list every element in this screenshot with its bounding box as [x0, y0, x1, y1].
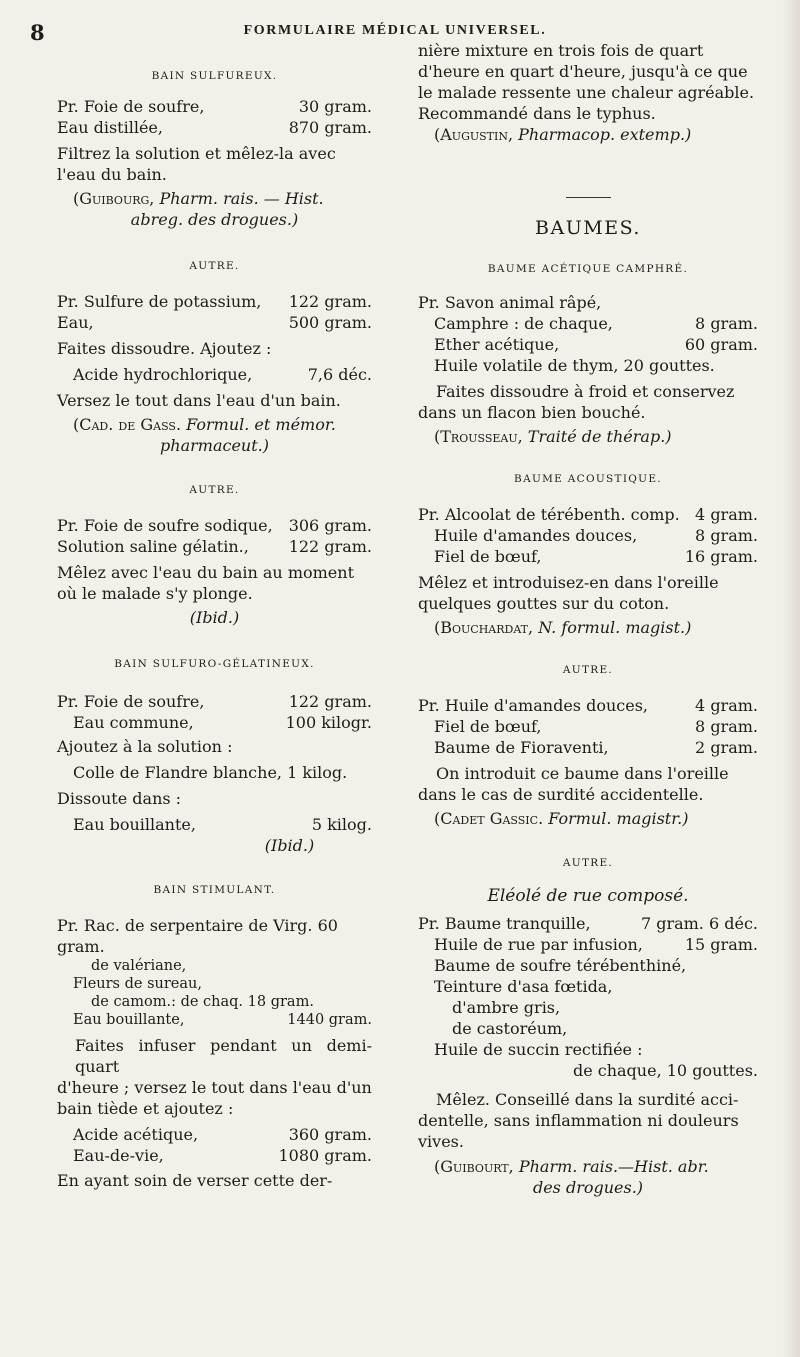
instructions: Filtrez la solution et mêlez-la avec l'eau du bain. — [57, 144, 336, 184]
ingredient-line: Pr. Savon animal râpé, — [418, 293, 602, 312]
section-heading: AUTRE. — [562, 857, 614, 869]
ingredient-line: d'ambre gris, — [452, 998, 561, 1017]
section-heading: BAIN SULFUREUX. — [151, 70, 278, 82]
section-autre-2: AUTRE. Pr. Foie de soufre sodique, 306 gram. Solution saline gélatin., 122 gram. Mêlez avec l'eau du bain au moment où le malade s'y plonge. (Ibid.) — [57, 480, 372, 628]
reference: (Ibid.) — [264, 836, 315, 855]
reference: (Guibourg, Pharm. rais. — Hist. — [73, 189, 324, 208]
ingredient-line: Baume de Fioraventi, 2 gram. — [434, 738, 758, 757]
ingredient-line: Eau, 500 gram. — [57, 313, 372, 332]
reference: (Guibourt, Pharm. rais.—Hist. abr. — [434, 1157, 709, 1176]
section-heading: BAIN SULFURO-GÉLATINEUX. — [114, 658, 315, 670]
ingredient-line: Pr. Sulfure de potassium, 122 gram. — [57, 292, 372, 311]
ingredient-line: Baume de soufre térébenthiné, — [434, 956, 687, 975]
ingredient-line: Pr. Alcoolat de térébenth. comp. 4 gram. — [418, 505, 758, 524]
ingredient-line: Solution saline gélatin., 122 gram. — [57, 537, 372, 556]
ingredient-line: Camphre : de chaque, 8 gram. — [434, 314, 758, 333]
page-number: 8 — [30, 20, 45, 45]
ingredient-line: Huile d'amandes douces, 8 gram. — [434, 526, 758, 545]
ingredient-line: Acide hydrochlorique, 7,6 déc. — [73, 365, 372, 384]
ingredient-line: Eau-de-vie, 1080 gram. — [73, 1146, 372, 1165]
ingredient-line: Pr. Foie de soufre, 122 gram. — [57, 692, 372, 711]
continued-text: nière mixture en trois fois de quart d'heure en quart d'heure, jusqu'à ce que le malade ressente une chaleur agréable. Recommandé dans le typhus. (Augustin, Pharmacop. extemp.) — [418, 40, 758, 145]
section-bain-stimulant: BAIN STIMULANT. Pr. Rac. de serpentaire de Virg. 60 gram. de valériane, Fleurs de sureau, de camom.: de chaq. 18 gram. Eau bouillante, 1440 gram. Faites infuser pendant un demi-quart d'heure ; versez le tout dans l'eau d'un bain tiède et ajoutez : Acide acétique, 360 gram. Eau-de-vie, 1080 gram. En ayant soin de verser cette der- — [57, 880, 372, 1191]
ingredient-line: Eau distillée, 870 gram. — [57, 118, 372, 137]
section-heading: BAUME ACÉTIQUE CAMPHRÉ. — [487, 263, 689, 275]
section-heading: AUTRE. — [189, 260, 240, 272]
chapter-heading: BAUMES. — [535, 217, 641, 239]
ingredient-line: Eau bouillante, 1440 gram. — [73, 1012, 372, 1028]
section-autre-3: AUTRE. Pr. Huile d'amandes douces, 4 gram. Fiel de bœuf, 8 gram. Baume de Fioraventi, 2 gram. On introduit ce baume dans l'oreille dans le cas de surdité accidentelle. (Cadet Gassic. Formul. magistr.) — [418, 660, 758, 829]
right-column — [418, 40, 758, 1198]
ingredient-line: Ether acétique, 60 gram. — [434, 335, 758, 354]
ingredient-line: Eau commune, 100 kilogr. — [73, 713, 372, 732]
ingredient-line: Pr. Foie de soufre, 30 gram. — [57, 97, 372, 116]
ingredient-line: de castoréum, — [452, 1019, 568, 1038]
page-edge-shadow — [782, 0, 800, 1357]
ingredient-line: Huile volatile de thym, 20 gouttes. — [434, 356, 715, 375]
section-heading: AUTRE. — [189, 484, 240, 496]
recipe-subtitle: Eléolé de rue composé. — [487, 886, 689, 906]
ingredient-line: Eau bouillante, 5 kilog. — [73, 815, 372, 834]
ingredient-line: Huile de succin rectifiée : — [434, 1040, 643, 1059]
section-autre-1: AUTRE. Pr. Sulfure de potassium, 122 gram. Eau, 500 gram. Faites dissoudre. Ajoutez : Acide hydrochlorique, 7,6 déc. Versez le tout dans l'eau d'un bain. (Cad. de Gass. Formul. et mémor. pharmaceut.) — [57, 256, 372, 456]
running-title: FORMULAIRE MÉDICAL UNIVERSEL. — [243, 23, 547, 38]
ingredient-line: Teinture d'asa fœtida, — [434, 977, 613, 996]
section-bain-sulfureux: BAIN SULFUREUX. Pr. Foie de soufre, 30 gram. Eau distillée, 870 gram. Filtrez la solution et mêlez-la avec l'eau du bain. (Guibourg, Pharm. rais. — Hist. abreg. des drogues.) — [57, 66, 372, 230]
ingredient-line: Fiel de bœuf, 16 gram. — [434, 547, 758, 566]
left-column — [57, 60, 372, 1191]
reference: (Bouchardat, N. formul. magist.) — [434, 618, 692, 637]
section-heading: AUTRE. — [562, 664, 614, 676]
ingredient-line: Pr. Baume tranquille, 7 gram. 6 déc. — [418, 914, 758, 933]
ingredient-line: Acide acétique, 360 gram. — [73, 1125, 372, 1144]
ingredient-line: Fiel de bœuf, 8 gram. — [434, 717, 758, 736]
section-heading: BAUME ACOUSTIQUE. — [514, 473, 662, 485]
section-baume-acoustique: BAUME ACOUSTIQUE. Pr. Alcoolat de térébenth. comp. 4 gram. Huile d'amandes douces, 8 gram. Fiel de bœuf, 16 gram. Mêlez et introduisez-en dans l'oreille quelques gouttes sur du coton. (Bouchardat, N. formul. magist.) — [418, 469, 758, 638]
ingredient-line: Pr. Rac. de serpentaire de Virg. 60 gram. — [57, 916, 338, 956]
ingredient-line: Pr. Huile d'amandes douces, 4 gram. — [418, 696, 758, 715]
reference: (Cadet Gassic. Formul. magistr.) — [434, 809, 689, 828]
section-heading: BAIN STIMULANT. — [153, 884, 276, 896]
reference: (Augustin, Pharmacop. extemp.) — [434, 125, 692, 144]
ingredient-line: Huile de rue par infusion, 15 gram. — [434, 935, 758, 954]
ingredient-line: Colle de Flandre blanche, 1 kilog. — [73, 763, 348, 782]
section-bain-sulfuro-gelatineux: BAIN SULFURO-GÉLATINEUX. Pr. Foie de soufre, 122 gram. Eau commune, 100 kilogr. Ajoutez à la solution : Colle de Flandre blanche, 1 kilog. Dissoute dans : Eau bouillante, 5 kilog. (Ibid.) — [57, 654, 372, 856]
reference: (Ibid.) — [189, 608, 240, 627]
ingredient-line: de chaque, 10 gouttes. — [572, 1061, 758, 1080]
section-autre-4: AUTRE. Eléolé de rue composé. Pr. Baume tranquille, 7 gram. 6 déc. Huile de rue par infusion, 15 gram. Baume de soufre térébenthiné, Teinture d'asa fœtida, d'ambre gris, de castoréum, Huile de succin rectifiée : de chaque, 10 gouttes. Mêlez. Conseillé dans la surdité acci- dentelle, sans inflammation ni douleurs vives. (Guibourt, Pharm. rais.—Hist. abr. des drogues.) — [418, 853, 758, 1198]
reference: (Cad. de Gass. Formul. et mémor. — [73, 415, 336, 434]
reference: (Trousseau, Traité de thérap.) — [434, 427, 672, 446]
section-divider — [566, 197, 611, 198]
ingredient-line: Pr. Foie de soufre sodique, 306 gram. — [57, 516, 372, 535]
section-baume-acetique-camphre: BAUME ACÉTIQUE CAMPHRÉ. Pr. Savon animal râpé, Camphre : de chaque, 8 gram. Ether acétique, 60 gram. Huile volatile de thym, 20 gouttes. Faites dissoudre à froid et conservez dans un flacon bien bouché. (Trousseau, Traité de thérap.) — [418, 259, 758, 447]
